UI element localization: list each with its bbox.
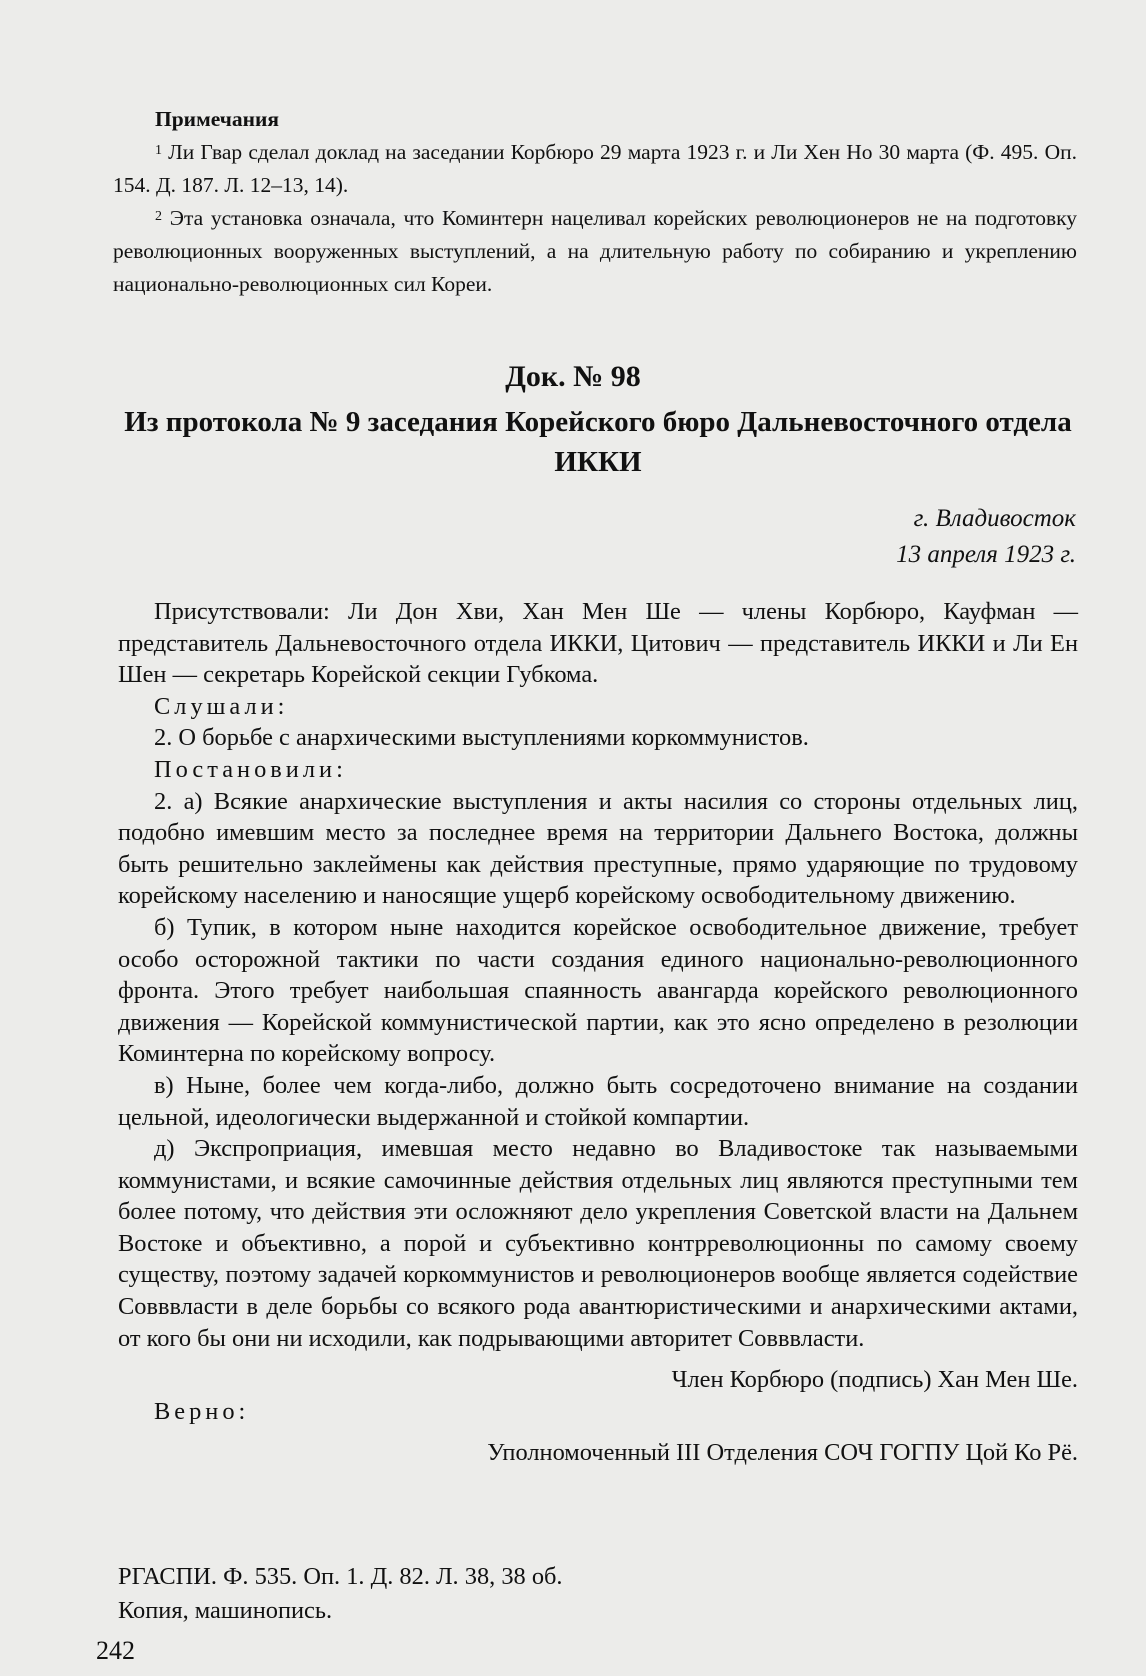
archive-reference: РГАСПИ. Ф. 535. Оп. 1. Д. 82. Л. 38, 38 об.	[118, 1563, 563, 1590]
notes-heading: Примечания	[155, 107, 280, 131]
note-item	[113, 136, 1077, 202]
verified-label: Верно:	[154, 1397, 250, 1425]
resolution-a: 2. а) Всякие анархические выступления и акты насилия со стороны отдельных лиц, подобно имевшим место за последнее время на территории Дальнего Востока, должны быть решительно заклеймены как действия преступные, прямо ударяющие по трудовому корейскому населению и наносящие ущерб корейскому освободительному движению.	[118, 787, 1078, 910]
page-number: 242	[96, 1636, 135, 1665]
signature-line: Член Корбюро (подпись) Хан Мен Ше.	[671, 1366, 1078, 1394]
official-line: Уполномоченный III Отделения СОЧ ГОГПУ Цой Ко Рё.	[487, 1439, 1078, 1467]
notes-section	[113, 103, 1077, 301]
document-date: 13 апреля 1923 г.	[896, 541, 1076, 568]
heard-text: 2. О борьбе с анархическими выступлениями коркоммунистов.	[154, 724, 809, 752]
copy-note: Копия, машинопись.	[118, 1597, 333, 1624]
note-text: Ли Гвар сделал доклад на заседании Корбюро 29 марта 1923 г. и Ли Хен Но 30 марта (Ф. 495. Оп. 154. Д. 187. Л. 12–13, 14).	[113, 140, 1077, 197]
note-item	[113, 202, 1077, 301]
protocol-body	[118, 596, 1078, 1469]
resolved-label: Постановили:	[154, 755, 347, 783]
note-text: Эта установка означала, что Коминтерн нацеливал корейских революционеров не на подготовку революционных вооруженных выступлений, а на длительную работу по собиранию и укреплению национально-революционных сил Кореи.	[113, 206, 1077, 296]
source-citation	[118, 1560, 563, 1628]
note-number: 2	[155, 209, 162, 224]
heard-label: Слушали:	[154, 692, 289, 720]
place-date-block	[896, 501, 1076, 573]
note-number: 1	[155, 143, 162, 158]
resolution-b: б) Тупик, в котором ныне находится корейское освободительное движение, требует особо осторожной тактики по части создания единого национально-революционного фронта. Этого требует наибольшая спаянность авангарда корейского революционного движения — Корейской коммунистической партии, как это ясно определено в резолюции Коминтерна по корейскому вопросу.	[118, 913, 1078, 1068]
attendees-paragraph: Присутствовали: Ли Дон Хви, Хан Мен Ше — члены Корбюро, Кауфман — представитель Дальневосточного отдела ИККИ, Цитович — представитель ИККИ и Ли Ен Шен — секретарь Корейской секции Губкома.	[118, 598, 1078, 689]
document-title: Из протокола № 9 заседания Корейского бюро Дальневосточного отдела ИККИ	[124, 406, 1072, 478]
resolution-d: д) Экспроприация, имевшая место недавно во Владивостоке так называемыми коммунистами, и всякие самочинные действия отдельных лиц являются преступными тем более потому, что действия эти осложняют дело укрепления Советской власти на Дальнем Востоке и объективно, а порой и субъективно контрреволюционны по самому своему существу, поэтому задачей коркоммунистов и революционеров вообще является содействие Совввласти в деле борьбы со всякого рода авантюристическими и анархическими актами, от кого бы они ни исходили, как подрывающими авторитет Совввласти.	[118, 1135, 1078, 1352]
document-number: Док. № 98	[505, 360, 641, 393]
resolution-v: в) Ныне, более чем когда-либо, должно быть сосредоточено внимание на создании цельной, идеологически выдержанной и стойкой компартии.	[118, 1071, 1078, 1131]
document-place: г. Владивосток	[913, 505, 1076, 532]
